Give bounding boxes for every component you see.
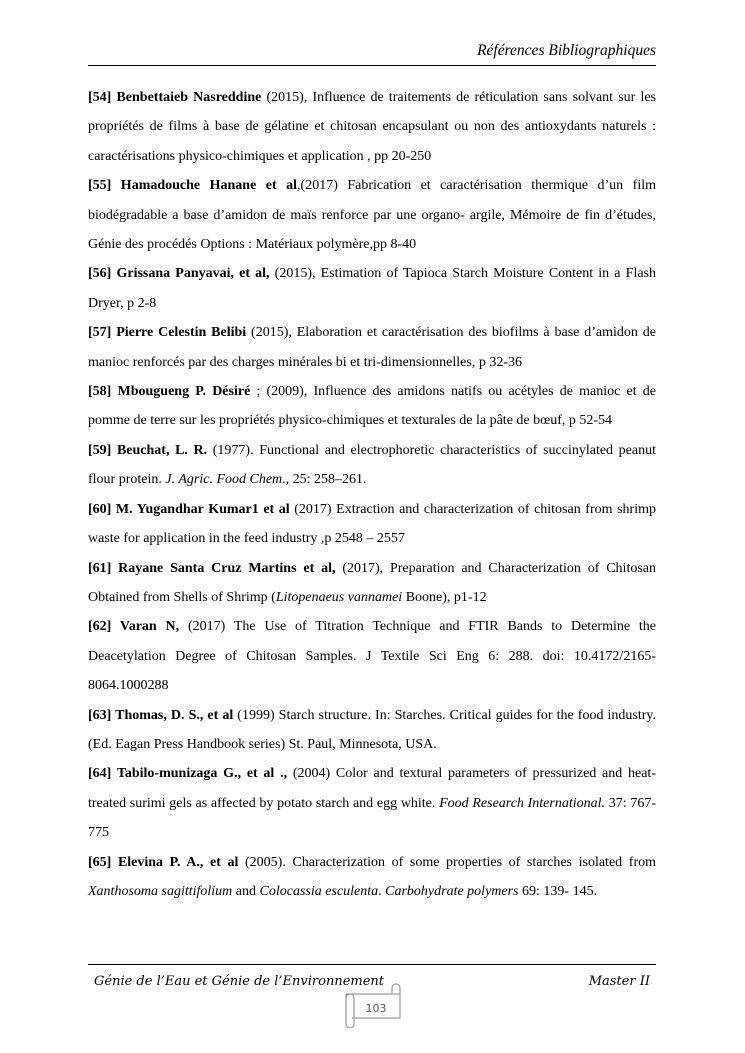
reference-text: (1977). Functional and electrophoretic characteristics of succinylated peanut flour protein. <box>88 442 656 488</box>
reference-italic-text: J. Agric. Food Chem <box>165 472 283 488</box>
reference-italic-text: Food Research International. <box>439 795 606 811</box>
reference-text: (2005). Characterization of some properties of starches isolated from <box>238 854 656 870</box>
reference-authors: [64] Tabilo-munizaga G., et al ., <box>88 766 288 782</box>
reference-italic-text: Colocassia esculenta <box>259 883 379 899</box>
reference-italic-text: Litopenaeus vannamei <box>275 589 403 605</box>
footer-program: Génie de l’Eau et Génie de l’Environnement <box>94 974 384 989</box>
reference-text: 37: 767-775 <box>88 795 656 841</box>
reference-text: ; (2009), Influence des amidons natifs ou acétyles de manioc et de pomme de terre sur les propriétés physico-chimiques et texturales de la pâte de bœuf, p 52-54 <box>88 384 656 429</box>
reference-entry <box>88 259 656 318</box>
reference-text: . <box>378 883 386 899</box>
reference-text: (2017), Preparation and Characterization of Chitosan Obtained from Shells of Shrimp ( <box>88 560 656 605</box>
reference-entry <box>88 83 656 171</box>
reference-text: (2017) The Use of Titration Technique and FTIR Bands to Determine the Deacetylation Degree of Chitosan Samples. J Textile Sci Eng 6: 288. doi: 10.4172/2165-8064.1000288 <box>88 619 656 694</box>
reference-entry <box>88 701 656 760</box>
reference-entry <box>88 377 656 436</box>
reference-authors: [62] Varan N, <box>88 619 180 635</box>
reference-authors: [58] Mbougueng P. Désiré <box>88 384 251 400</box>
reference-authors: [61] Rayane Santa Cruz Martins et al, <box>88 560 336 576</box>
running-header: Références Bibliographiques <box>477 42 656 59</box>
reference-authors: [63] Thomas, D. S., et al <box>88 707 234 723</box>
reference-list <box>88 83 656 906</box>
reference-authors: [55] Hamadouche Hanane et al <box>88 178 298 194</box>
footer-degree: Master II <box>588 974 650 989</box>
reference-entry <box>88 848 656 907</box>
reference-text: (2004) Color and textural parameters of pressurized and heat-treated surimi gels as affected by potato starch and egg white. <box>88 766 656 811</box>
reference-entry <box>88 171 656 259</box>
reference-italic-text: Xanthosoma sagittifolium <box>88 883 233 899</box>
reference-entry <box>88 436 656 495</box>
header-rule <box>88 65 656 66</box>
reference-entry <box>88 554 656 613</box>
page-number: 103 <box>365 1002 387 1015</box>
reference-text: ,(2017) Fabrication et caractérisation thermique d’un film biodégradable a base d’amidon de maïs renforce par une organo- argile, Mémoire de fin d’études, Génie des procédés Options : Matériaux polymère,pp 8-40 <box>88 178 656 253</box>
reference-entry <box>88 759 656 847</box>
reference-text: (2015), Influence de traitements de réticulation sans solvant sur les propriétés de films à base de gélatine et chitosan encapsulant ou non des antioxydants naturels : caractérisations physico-chimiques et application , pp 20-250 <box>88 90 656 164</box>
reference-text: 69: 139- 145. <box>518 883 598 899</box>
reference-text: (2015), Elaboration et caractérisation des biofilms à base d’amidon de manioc renforcés par des charges minérales bi et tri-dimensionnelles, p 32-36 <box>88 325 656 370</box>
reference-text: ., 25: 258–261. <box>282 472 367 488</box>
footer-rule <box>88 964 656 965</box>
reference-text: (1999) Starch structure. In: Starches. Critical guides for the food industry. (Ed. Eagan Press Handbook series) St. Paul, Minnesota, USA. <box>88 707 656 752</box>
reference-authors: [56] Grissana Panyavai, et al, <box>88 266 270 282</box>
reference-authors: [59] Beuchat, L. R. <box>88 442 208 458</box>
reference-authors: [54] Benbettaieb Nasreddine <box>88 90 262 105</box>
reference-entry <box>88 612 656 700</box>
reference-authors: [60] M. Yugandhar Kumar1 et al <box>88 501 290 517</box>
reference-entry <box>88 318 656 377</box>
reference-authors: [57] Pierre Celestin Belibi <box>88 325 247 341</box>
reference-text: and <box>232 883 260 899</box>
reference-text: Boone), p1-12 <box>402 589 487 605</box>
reference-entry <box>88 495 656 554</box>
reference-text: (2017) Extraction and characterization of chitosan from shrimp waste for application in the feed industry ,p 2548 – 2557 <box>88 501 656 547</box>
reference-italic-text: Carbohydrate polymers <box>385 883 519 899</box>
reference-text: (2015), Estimation of Tapioca Starch Moisture Content in a Flash Dryer, p 2-8 <box>88 266 656 311</box>
reference-authors: [65] Elevina P. A., et al <box>88 854 239 870</box>
